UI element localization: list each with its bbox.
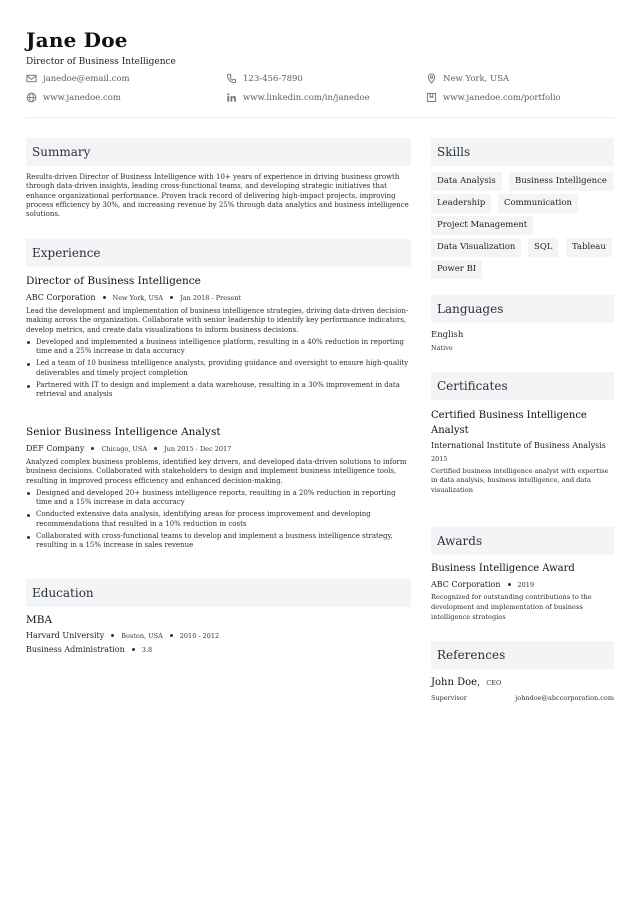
references-heading: References [431, 641, 614, 669]
separator-dot [154, 447, 157, 450]
list-item: Partnered with IT to design and implement a data warehouse, resulting in a 30% improvement in data retrieval and analysis [26, 381, 411, 400]
certificate-year: 2015 [431, 454, 448, 463]
envelope-icon [26, 73, 37, 84]
separator-dot [170, 634, 173, 637]
skill-tag: Tableau [566, 238, 612, 257]
reference-item [431, 677, 614, 702]
certificate-issuer: International Institute of Business Analysis [431, 441, 606, 450]
job-dates: Jun 2015 - Dec 2017 [164, 444, 232, 453]
school-name: Harvard University [26, 631, 105, 640]
job-company: ABC Corporation [26, 293, 96, 302]
skills-heading: Skills [431, 138, 614, 166]
certificate-name: Certified Business Intelligence Analyst [431, 410, 587, 436]
language-item [431, 330, 614, 352]
header-divider [26, 117, 614, 118]
separator-dot [103, 296, 106, 299]
skill-tag: Data Visualization [431, 238, 521, 257]
skill-tag: Project Management [431, 216, 533, 235]
summary-text: Results-driven Director of Business Intelligence with 10+ years of experience in driving business growth through data-driven insights, leading cross-functional teams, and developing strategic initiatives that enhance organizational performance. Proven track record of delivering high-impact projects, improving process efficiency by 30%, and increasing revenue by 25% through data analytics and business intelligence solutions. [26, 173, 409, 219]
job-title: Director of Business Intelligence [26, 275, 201, 287]
job-location: Chicago, USA [101, 444, 148, 453]
reference-name-row [431, 677, 614, 688]
language-level: Native [431, 344, 453, 352]
skill-tag: Communication [498, 194, 578, 213]
candidate-name: Jane Doe [26, 28, 128, 52]
list-item: Developed and implemented a business intelligence platform, resulting in a 40% reduction in reporting time and a 25% increase in data accuracy [26, 338, 411, 357]
skill-tag: Leadership [431, 194, 491, 213]
list-item: Designed and developed 20+ business intelligence reports, resulting in a 20% reduction in reporting time and a 15% increase in data accuracy [26, 489, 411, 508]
gpa: 3.8 [141, 645, 153, 654]
job-description: Lead the development and implementation of business intelligence strategies, driving data-driven decision-making across the organization. Collaborate with senior leadership to identify key performance indicators, develop metrics, and create data visualizations to inform business decisions. [26, 307, 409, 334]
certificates-heading: Certificates [431, 372, 614, 400]
candidate-title: Director of Business Intelligence [26, 57, 176, 67]
reference-email[interactable]: johndoe@abccorporation.com [515, 694, 614, 702]
contact-linkedin[interactable]: www.linkedin.com/in/janedoe [226, 92, 370, 103]
globe-icon [26, 92, 37, 103]
skill-tag: Data Analysis [431, 172, 502, 191]
experience-item [26, 426, 411, 554]
experience-item [26, 275, 411, 403]
separator-dot [170, 296, 173, 299]
job-bullets [26, 489, 411, 551]
awards-heading: Awards [431, 527, 614, 555]
list-item: Led a team of 10 business intelligence analysts, providing guidance and oversight to ensure high-quality deliverables and timely project completion [26, 359, 411, 378]
separator-dot [111, 634, 114, 637]
separator-dot [91, 447, 94, 450]
certificate-description: Certified business intelligence analyst with expertise in data analysis, business intelligence, and data visualization [431, 466, 609, 494]
summary-heading: Summary [26, 138, 411, 166]
languages-heading: Languages [431, 295, 614, 323]
award-name: Business Intelligence Award [431, 563, 575, 574]
skill-tag: Business Intelligence [509, 172, 613, 191]
award-org: ABC Corporation [431, 580, 501, 589]
reference-relation: Supervisor [431, 694, 467, 702]
experience-heading: Experience [26, 239, 411, 267]
job-bullets [26, 338, 411, 400]
language-name: English [431, 330, 464, 340]
award-year: 2019 [517, 580, 535, 589]
location-pin-icon [426, 73, 437, 84]
resume-header [26, 28, 614, 67]
education-field-row [26, 645, 411, 654]
contact-website[interactable]: www.janedoe.com [26, 92, 121, 103]
linkedin-icon [226, 92, 237, 103]
list-item: Conducted extensive data analysis, identifying areas for process improvement and developing recommendations that resulted in a 10% reduction in costs [26, 510, 411, 529]
field-of-study: Business Administration [26, 645, 125, 654]
award-meta [431, 580, 614, 589]
reference-details [431, 694, 614, 702]
job-meta [26, 444, 411, 453]
education-meta [26, 631, 411, 640]
reference-position: CEO [486, 679, 502, 687]
job-company: DEF Company [26, 444, 85, 453]
award-item [431, 563, 614, 622]
contact-location: New York, USA [426, 73, 509, 84]
education-dates: 2010 - 2012 [179, 631, 220, 640]
bookmark-icon [426, 92, 437, 103]
reference-name: John Doe, [431, 677, 481, 688]
job-meta [26, 293, 411, 302]
job-dates: Jan 2018 - Present [180, 293, 242, 302]
separator-dot [132, 648, 135, 651]
skill-tag: SQL [528, 238, 558, 257]
job-location: New York, USA [112, 293, 164, 302]
award-description: Recognized for outstanding contributions to the development and implementation of business intelligence strategies [431, 593, 592, 621]
job-description: Analyzed complex business problems, identified key drivers, and developed data-driven solutions to inform business decisions. Collaborated with stakeholders to design and implement business intelligence tools, resulting in improved process efficiency and enhanced decision-making. [26, 458, 407, 485]
contact-email[interactable]: janedoe@email.com [26, 73, 130, 84]
education-item [26, 614, 411, 654]
job-title: Senior Business Intelligence Analyst [26, 426, 221, 438]
certificate-item [431, 408, 614, 496]
contact-phone[interactable]: 123-456-7890 [226, 73, 303, 84]
separator-dot [508, 583, 511, 586]
phone-icon [226, 73, 237, 84]
education-heading: Education [26, 579, 411, 607]
skill-tag: Power BI [431, 260, 482, 279]
contact-portfolio[interactable]: www.janedoe.com/portfolio [426, 92, 561, 103]
list-item: Collaborated with cross-functional teams to develop and implement a business intelligence strategy, resulting in a 15% increase in sales revenue [26, 532, 411, 551]
school-location: Boston, USA [121, 631, 163, 640]
degree: MBA [26, 614, 53, 626]
